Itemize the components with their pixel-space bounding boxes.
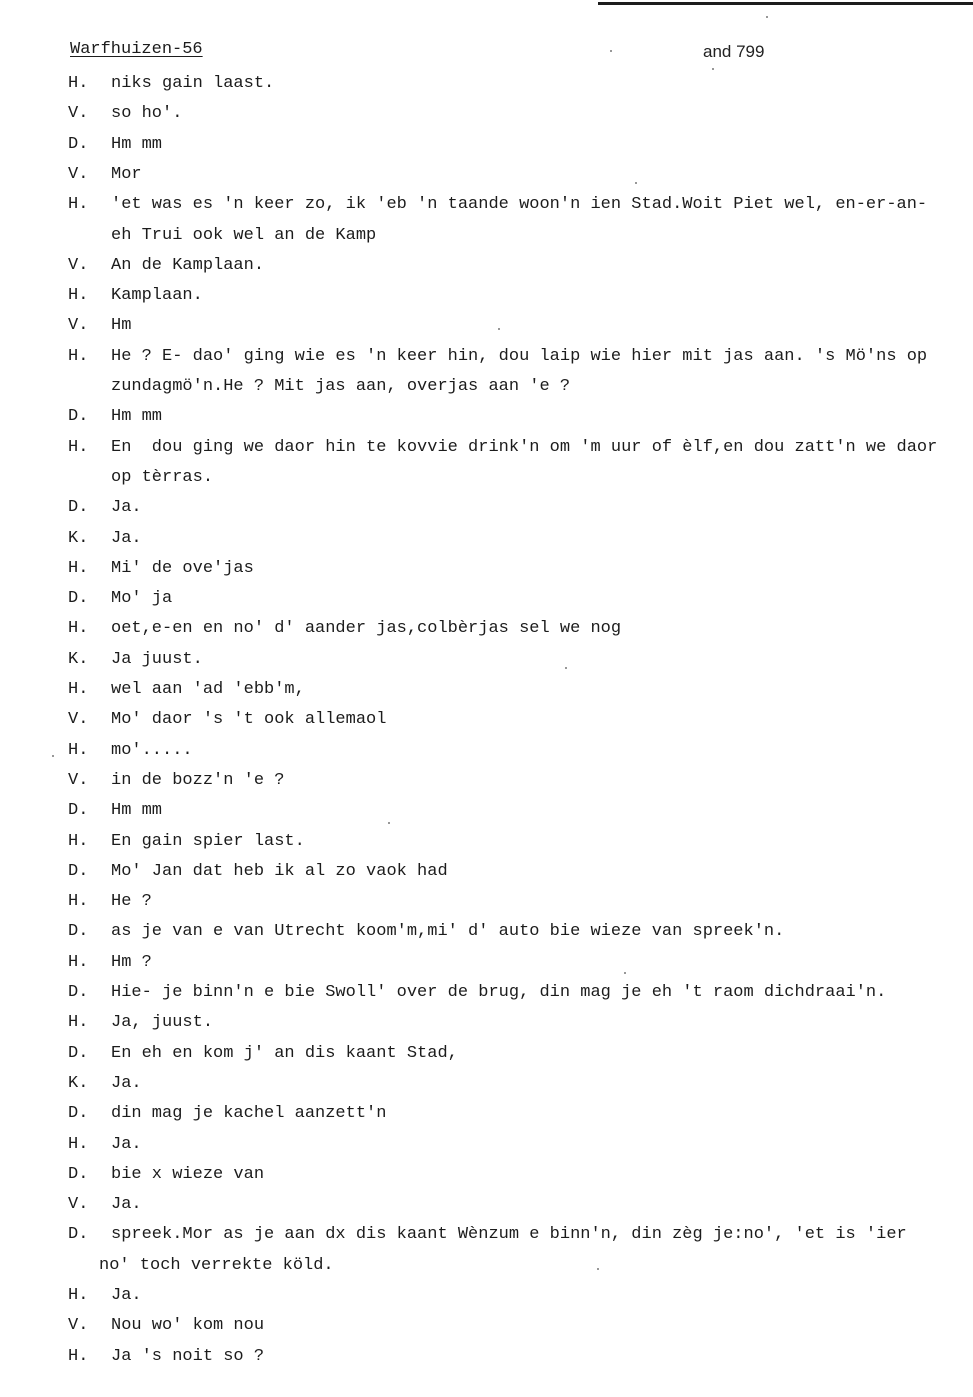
speaker-label: V.	[68, 1195, 89, 1215]
speaker-label: H.	[68, 437, 89, 457]
speaker-label: D.	[68, 861, 89, 881]
utterance-text: Ja.	[111, 1195, 142, 1215]
paper-speck	[610, 50, 612, 52]
utterance-text: spreek.Mor as je aan dx dis kaant Wènzum e binn'n, din zèg je:no', 'et is 'ier	[111, 1225, 907, 1245]
speaker-label: D.	[68, 1164, 89, 1184]
speaker-label: H.	[68, 558, 89, 578]
transcript-line	[0, 951, 973, 975]
speaker-label: V.	[68, 164, 89, 184]
speaker-label: K.	[68, 1073, 89, 1093]
paper-speck	[712, 68, 714, 70]
utterance-text: Hm ?	[111, 952, 152, 972]
speaker-label: D.	[68, 983, 89, 1002]
utterance-text: Kamplaan.	[111, 286, 203, 306]
transcript-line	[0, 1284, 973, 1308]
transcript-line	[0, 527, 973, 551]
transcript-line	[0, 314, 973, 338]
utterance-text: so ho'.	[111, 104, 183, 124]
transcript-line	[0, 1223, 973, 1247]
utterance-text: Mo' ja	[111, 589, 173, 609]
transcript-line	[0, 496, 973, 520]
speaker-label: H.	[68, 1346, 89, 1366]
transcript-line	[0, 587, 973, 611]
transcript-line	[0, 981, 973, 1005]
transcript-line	[0, 405, 973, 429]
transcript-line	[0, 254, 973, 278]
utterance-text: Ja.	[111, 1286, 142, 1305]
utterance-text: din mag je kachel aanzett'n	[111, 1104, 387, 1124]
speaker-label: D.	[68, 589, 89, 609]
speaker-label: V.	[68, 1316, 89, 1336]
transcript-line	[0, 1011, 973, 1035]
speaker-label: H.	[68, 286, 89, 306]
speaker-label: D.	[68, 922, 89, 942]
speaker-label: D.	[68, 1225, 89, 1245]
speaker-label: V.	[68, 255, 89, 275]
speaker-label: H.	[68, 346, 89, 366]
transcript-line	[0, 1314, 973, 1338]
transcript-line	[0, 436, 973, 460]
transcript-line	[0, 678, 973, 702]
transcript-line	[0, 617, 973, 641]
speaker-label: D.	[68, 498, 89, 518]
transcript-line	[0, 1042, 973, 1066]
transcript-line	[0, 799, 973, 823]
speaker-label: H.	[68, 1013, 89, 1033]
speaker-label: H.	[68, 892, 89, 912]
utterance-text: En eh en kom j' an dis kaant Stad,	[111, 1043, 458, 1063]
utterance-text: wel aan 'ad 'ebb'm,	[111, 680, 305, 699]
utterance-continuation: zundagmö'n.He ? Mit jas aan, overjas aan 'e ?	[111, 377, 571, 396]
utterance-text: in de bozz'n 'e ?	[111, 770, 285, 790]
speaker-label: H.	[68, 74, 89, 93]
utterance-text: Hm mm	[111, 801, 163, 821]
utterance-text: Hm mm	[111, 134, 163, 154]
utterance-text: Ja.	[111, 1134, 142, 1154]
speaker-label: H.	[68, 619, 89, 639]
paper-speck	[624, 972, 626, 974]
transcript-line	[0, 920, 973, 944]
transcript-line	[0, 1072, 973, 1096]
utterance-continuation: no' toch verrekte köld.	[99, 1255, 334, 1275]
transcript-line	[0, 860, 973, 884]
transcript-line	[0, 284, 973, 308]
speaker-label: D.	[68, 1043, 89, 1063]
utterance-text: Nou wo' kom nou	[111, 1316, 265, 1336]
speaker-label: H.	[68, 831, 89, 851]
transcript-line	[0, 739, 973, 763]
speaker-label: V.	[68, 316, 89, 336]
transcript-line	[0, 1102, 973, 1126]
transcript-line	[0, 557, 973, 581]
tape-label: and 799	[703, 42, 765, 61]
speaker-label: V.	[68, 104, 89, 124]
speaker-label: K.	[68, 649, 89, 669]
transcript-line	[0, 769, 973, 793]
utterance-text: En gain spier last.	[111, 831, 305, 851]
transcript-line	[0, 1193, 973, 1217]
utterance-text: niks gain laast.	[111, 74, 275, 93]
paper-speck	[388, 822, 390, 824]
utterance-text: Mo' Jan dat heb ik al zo vaok had	[111, 861, 448, 881]
transcript-line	[0, 1345, 973, 1369]
transcript-line	[0, 1163, 973, 1187]
utterance-text: as je van e van Utrecht koom'm,mi' d' auto bie wieze van spreek'n.	[111, 922, 785, 942]
paper-speck	[635, 182, 637, 184]
utterance-text: Ja, juust.	[111, 1013, 214, 1033]
speaker-label: H.	[68, 195, 89, 215]
transcript-line	[0, 345, 973, 369]
speaker-label: H.	[68, 680, 89, 699]
utterance-text: En dou ging we daor hin te kovvie drink'n om 'm uur of èlf,en dou zatt'n we daor	[111, 437, 938, 457]
transcript-line	[0, 102, 973, 126]
utterance-text: Mo' daor 's 't ook allemaol	[111, 710, 387, 730]
utterance-text: Ja.	[111, 528, 142, 548]
utterance-text: Mi' de ove'jas	[111, 558, 254, 578]
paper-speck	[766, 16, 768, 18]
speaker-label: D.	[68, 407, 89, 427]
speaker-label: D.	[68, 801, 89, 821]
transcript-line	[0, 163, 973, 187]
utterance-text: He ? E- dao' ging wie es 'n keer hin, dou laip wie hier mit jas aan. 's Mö'ns op	[111, 346, 928, 366]
utterance-text: Ja.	[111, 1073, 142, 1093]
utterance-continuation: op tèrras.	[111, 467, 214, 487]
speaker-label: H.	[68, 740, 89, 760]
transcript-title: Warfhuizen-56	[70, 40, 203, 59]
utterance-text: An de Kamplaan.	[111, 255, 265, 275]
speaker-label: D.	[68, 134, 89, 154]
speaker-label: H.	[68, 1134, 89, 1154]
transcript-line	[0, 133, 973, 157]
utterance-text: Hm mm	[111, 407, 163, 427]
utterance-text: Mor	[111, 164, 142, 184]
utterance-text: He ?	[111, 892, 152, 912]
speaker-label: V.	[68, 710, 89, 730]
paper-speck	[565, 667, 567, 669]
transcript-line	[0, 648, 973, 672]
utterance-text: Ja.	[111, 498, 142, 518]
utterance-text: 'et was es 'n keer zo, ik 'eb 'n taande woon'n ien Stad.Woit Piet wel, en-er-an-	[111, 195, 928, 215]
utterance-text: oet,e-en en no' d' aander jas,colbèrjas sel we nog	[111, 619, 622, 639]
utterance-text: Ja 's noit so ?	[111, 1346, 265, 1366]
speaker-label: V.	[68, 770, 89, 790]
speaker-label: D.	[68, 1104, 89, 1124]
paper-speck	[52, 755, 54, 757]
utterance-text: Ja juust.	[111, 649, 203, 669]
transcript-line	[0, 1133, 973, 1157]
transcript-line	[0, 72, 973, 96]
paper-speck	[597, 1268, 599, 1270]
utterance-text: Hie- je binn'n e bie Swoll' over de brug, din mag je eh 't raom dichdraai'n.	[111, 983, 887, 1002]
utterance-text: Hm	[111, 316, 132, 336]
paper-speck	[498, 328, 500, 330]
speaker-label: K.	[68, 528, 89, 548]
speaker-label: H.	[68, 952, 89, 972]
utterance-text: bie x wieze van	[111, 1164, 265, 1184]
utterance-text: mo'.....	[111, 740, 193, 760]
transcript-line	[0, 708, 973, 732]
transcript-line	[0, 193, 973, 217]
speaker-label: H.	[68, 1286, 89, 1305]
utterance-continuation: eh Trui ook wel an de Kamp	[111, 225, 377, 245]
transcript-line	[0, 890, 973, 914]
transcript-line	[0, 830, 973, 854]
